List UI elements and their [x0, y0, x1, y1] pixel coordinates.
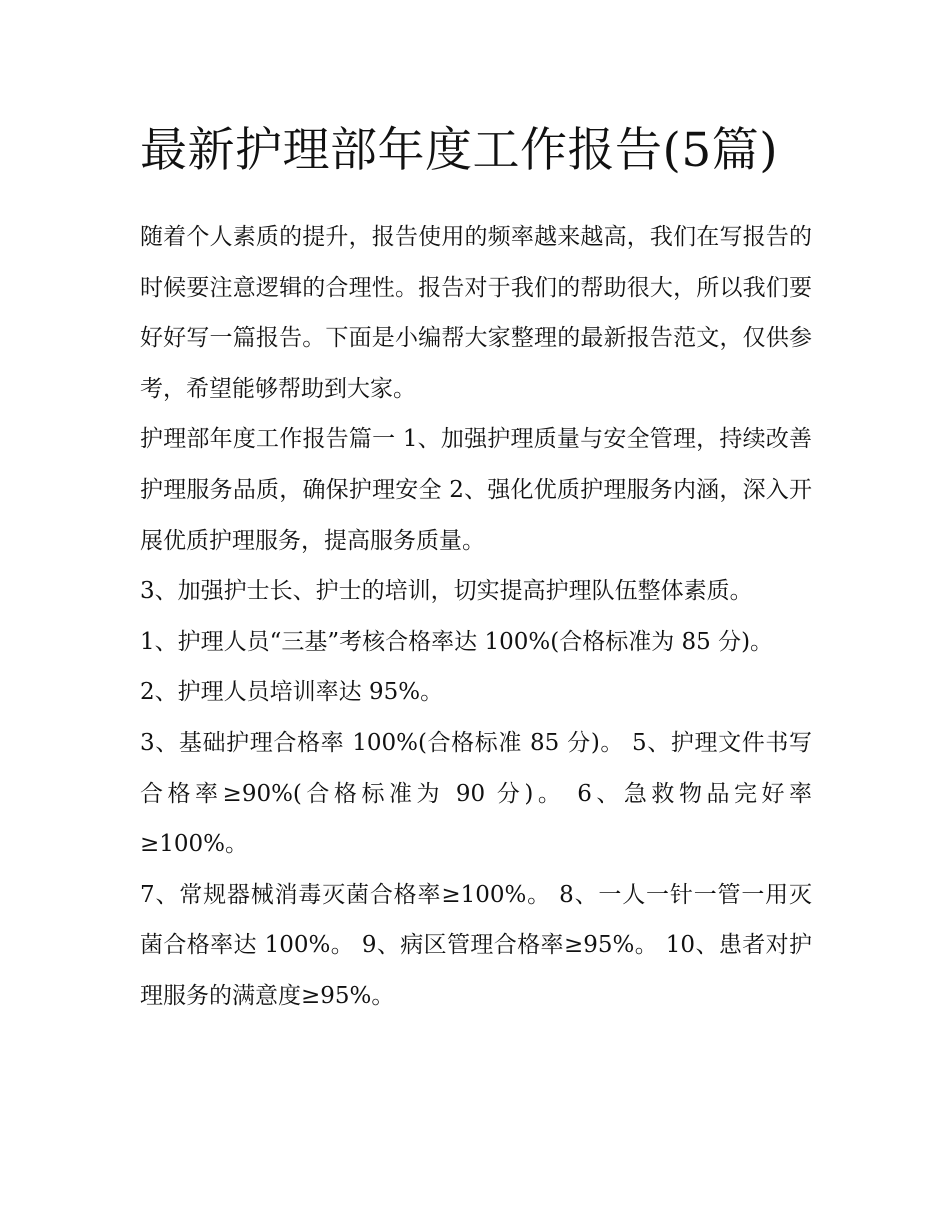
- paragraph-section-one: 护理部年度工作报告篇一 1、加强护理质量与安全管理，持续改善护理服务品质，确保护理安全 2、强化优质护理服务内涵，深入开展优质护理服务，提高服务质量。: [140, 426, 812, 554]
- paragraph-basic-nursing: 3、基础护理合格率 100%(合格标准 85 分)。 5、护理文件书写合格率≥90%(合格标准为 90 分)。 6、急救物品完好率≥100%。: [140, 729, 812, 858]
- paragraph-sanji-exam: 1、护理人员“三基”考核合格率达 100%(合格标准为 85 分)。: [140, 628, 774, 655]
- paragraph-training: 3、加强护士长、护士的培训，切实提高护理队伍整体素质。: [140, 578, 753, 605]
- paragraph-disinfection: 7、常规器械消毒灭菌合格率≥100%。 8、一人一针一管一用灭菌合格率达 100%。 9、病区管理合格率≥95%。 10、患者对护理服务的满意度≥95%。: [140, 881, 812, 1009]
- intro-paragraph: 随着个人素质的提升，报告使用的频率越来越高，我们在写报告的时候要注意逻辑的合理性。报告对于我们的帮助很大，所以我们要好好写一篇报告。下面是小编帮大家整理的最新报告范文，仅供参考，希望能够帮助到大家。: [140, 224, 812, 402]
- document-title: 最新护理部年度工作报告(5篇): [140, 123, 779, 178]
- document-body: [140, 112, 812, 1022]
- paragraph-training-rate: 2、护理人员培训率达 95%。: [140, 679, 444, 706]
